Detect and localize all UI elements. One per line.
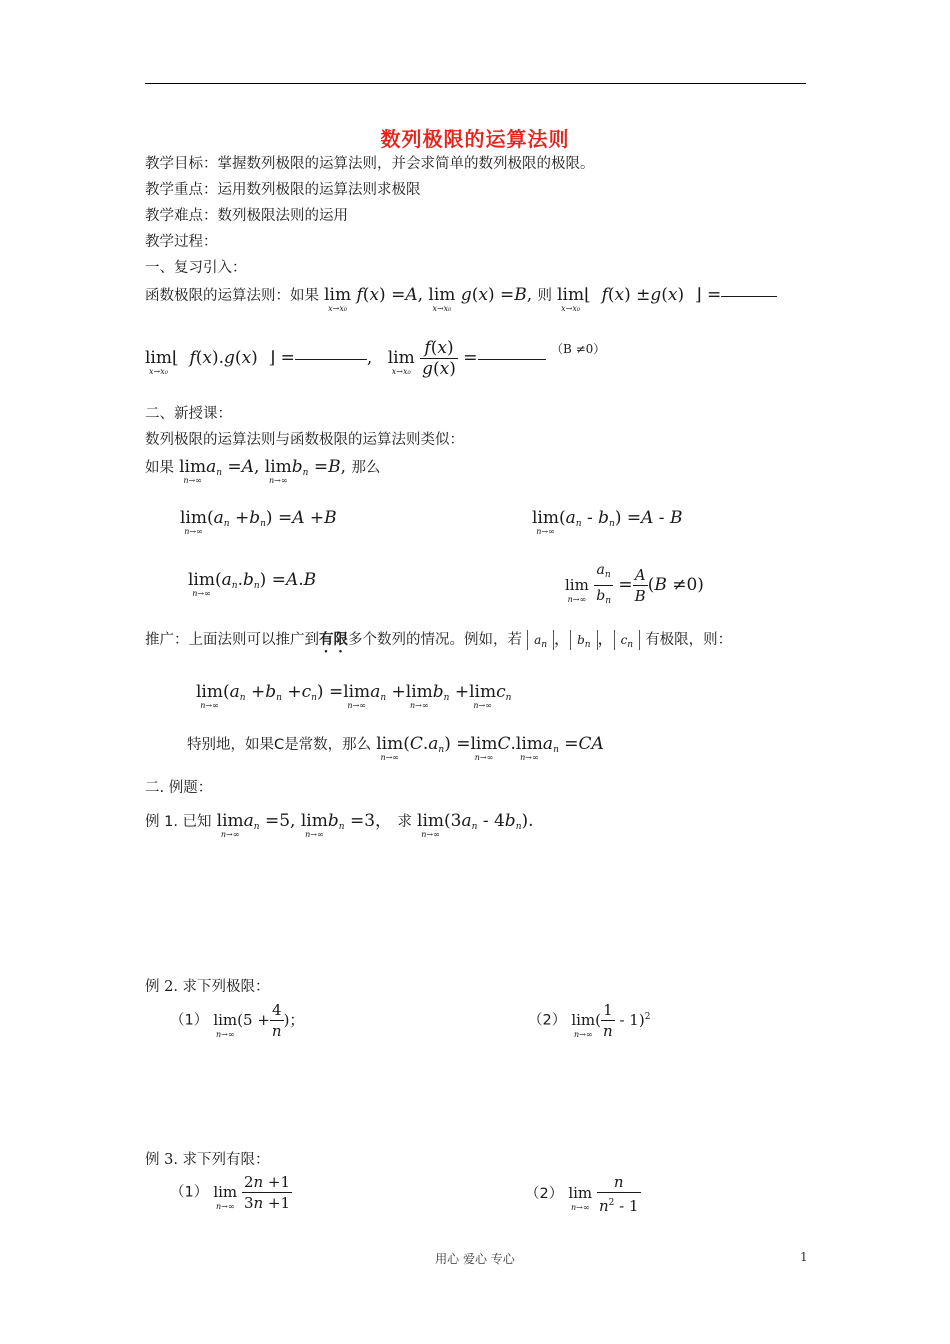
then-label: 那么 xyxy=(351,460,381,476)
rule-product: lim n→∞ (an.bn) =A.B xyxy=(188,570,317,598)
seq-b: $b_n$ xyxy=(570,630,597,650)
special-label: 特别地，如果C是常数，那么 xyxy=(187,737,372,753)
example-3-2 xyxy=(525,1172,641,1216)
example-3-1 xyxy=(170,1172,292,1213)
generalize-text-c: 有极限，则： xyxy=(645,632,733,648)
section-new-lesson: 二、新授课： xyxy=(145,406,232,422)
generalize-emphasis: 有限 xyxy=(319,632,348,648)
page-number: 1 xyxy=(800,1250,808,1264)
sequence-condition-formula: lim n→∞ an =A, lim n→∞ bn =B, xyxy=(179,457,352,485)
teaching-process: 教学过程： xyxy=(145,234,218,250)
ex2-1-formula: lim n→∞ (5 + $\frac{4}{n}$ )； xyxy=(213,1001,305,1040)
generalization: 推广：上面法则可以推广到有限多个数列的情况。例如，若 $a_n$ ， $b_n$ ， $c_n$ 有极限，则： xyxy=(145,629,733,650)
page-title: 数列极限的运算法则 xyxy=(380,127,570,151)
example-1 xyxy=(145,806,534,839)
ex2-2-label: （2） xyxy=(528,1012,567,1029)
rule-quotient: lim n→∞ $\frac{a_n}{b_n}$ = $\frac{A}{B}$ (B ≠0) xyxy=(565,562,704,606)
seq-a: $a_n$ xyxy=(527,630,554,650)
special-case xyxy=(187,733,604,762)
example-2: 例 2. 求下列极限： xyxy=(145,979,270,995)
rule-three-sum: lim n→∞ (an +bn +cn) =lim n→∞ an +lim n→∞ bn +lim n→∞ cn xyxy=(196,682,512,710)
rule-sum: lim n→∞ (an +bn) =A +B xyxy=(180,508,337,536)
ex1-label: 例 1. 已知 xyxy=(145,814,212,830)
teaching-focus: 教学重点：运用数列极限的运算法则求极限 xyxy=(145,182,421,198)
rule-difference: lim n→∞ (an - bn) =A - B xyxy=(532,508,683,536)
page-footer: 用心 爱心 专心 xyxy=(435,1252,515,1266)
func-rule-then: 则 xyxy=(537,288,553,304)
sequence-condition xyxy=(145,456,381,485)
function-limit-rule-2 xyxy=(145,338,605,379)
similar-rule-text: 数列极限的运算法则与函数极限的运算法则类似： xyxy=(145,432,464,448)
ex1-ask: 求 xyxy=(397,814,412,830)
ex3-2-formula: lim n→∞ $\frac{n}{n^2 - 1}$ xyxy=(568,1173,639,1215)
generalize-text-a: 推广：上面法则可以推广到 xyxy=(145,632,319,648)
ex2-2-formula: lim n→∞ ( $\frac{1}{n}$ - 1)$^2$ xyxy=(571,1001,651,1040)
ex3-1-formula: lim n→∞ $\frac{2n +1}{3n +1}$ xyxy=(213,1173,291,1212)
seq-c: $c_n$ xyxy=(614,630,641,650)
ex3-2-label: （2） xyxy=(525,1186,564,1202)
ex2-1-label: （1） xyxy=(170,1012,209,1029)
header-rule xyxy=(145,83,806,84)
if-label: 如果 xyxy=(145,460,174,476)
function-limit-rule xyxy=(145,284,777,313)
func-rule-quotient: lim x→x₀ $\frac{f(x)}{g(x)}$ = xyxy=(388,348,551,368)
section-review: 一、复习引入： xyxy=(145,260,247,276)
func-rule-sum: lim x→x₀ ⌊ f(x) ±g(x) ⌋ = xyxy=(557,285,777,305)
generalize-text-b: 多个数列的情况。例如，若 xyxy=(348,632,522,648)
special-formula: lim n→∞ (C.an) =lim n→∞ C.lim n→∞ an =CA xyxy=(376,734,604,762)
example-2-2 xyxy=(528,1000,650,1041)
ex1-target: lim n→∞ (3an - 4bn). xyxy=(417,811,534,839)
ex1-formula: lim n→∞ an =5, lim n→∞ bn =3， xyxy=(216,811,398,839)
func-rule-label: 函数极限的运算法则：如果 xyxy=(145,288,319,304)
ex3-1-label: （1） xyxy=(170,1184,209,1201)
func-rule-product: lim x→x₀ ⌊ f(x).g(x) ⌋ = , xyxy=(145,348,378,376)
teaching-goal: 教学目标：掌握数列极限的运算法则，并会求简单的数列极限的极限。 xyxy=(145,156,595,172)
example-2-1 xyxy=(170,1000,304,1041)
section-examples: 二. 例题： xyxy=(145,780,213,796)
func-rule-formula: lim x→x₀ f(x) =A, lim x→x₀ g(x) =B, xyxy=(324,285,538,313)
b-not-zero: （B ≠0） xyxy=(550,342,606,356)
example-3: 例 3. 求下列有限： xyxy=(145,1152,270,1168)
teaching-difficulty: 教学难点：数列极限法则的运用 xyxy=(145,208,348,224)
